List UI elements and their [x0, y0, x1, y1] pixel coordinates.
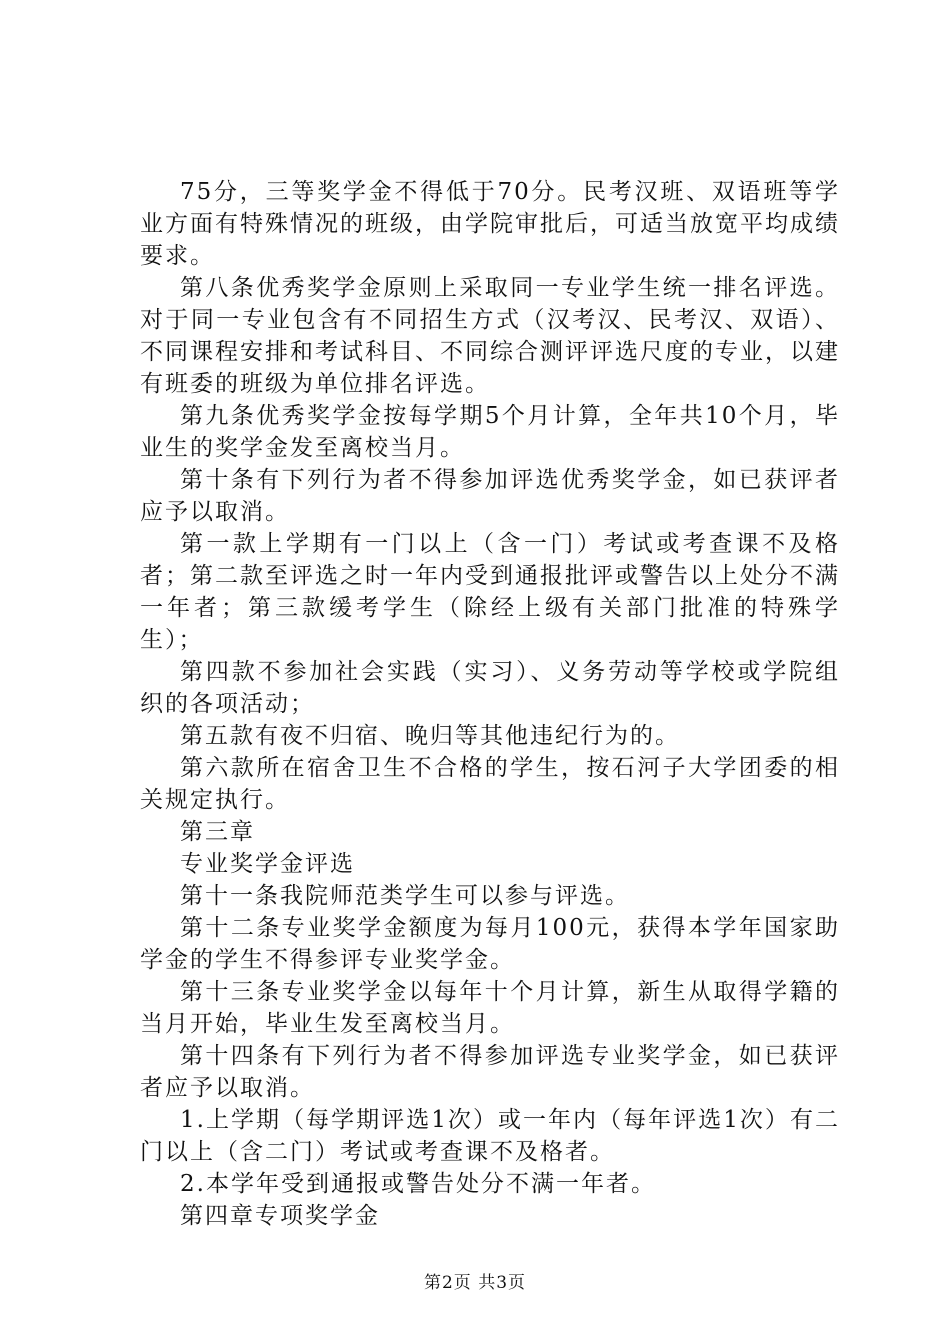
- paragraph-article-12: 第十二条专业奖学金额度为每月100元，获得本学年国家助学金的学生不得参评专业奖学金。: [140, 915, 840, 973]
- paragraph-article-9: 第九条优秀奖学金按每学期5个月计算，全年共10个月，毕业生的奖学金发至离校当月。: [140, 403, 840, 461]
- document-body: [140, 176, 840, 1232]
- paragraph-article-8: 第八条优秀奖学金原则上采取同一专业学生统一排名评选。对于同一专业包含有不同招生方式（汉考汉、民考汉、双语）、不同课程安排和考试科目、不同综合测评评选尺度的专业，以建有班委的班级为单位排名评选。: [140, 275, 840, 397]
- chapter-3-title: 专业奖学金评选: [180, 851, 355, 877]
- chapter-3-heading: 第三章: [180, 819, 255, 845]
- paragraph-article-14: 第十四条有下列行为者不得参加评选专业奖学金，如已获评者应予以取消。: [140, 1043, 840, 1101]
- paragraph-article-11: 第十一条我院师范类学生可以参与评选。: [180, 883, 630, 909]
- list-item-1: 1.上学期（每学期评选1次）或一年内（每年评选1次）有二门以上（含二门）考试或考查课不及格者。: [140, 1107, 840, 1165]
- paragraph-article-13: 第十三条专业奖学金以每年十个月计算，新生从取得学籍的当月开始，毕业生发至离校当月。: [140, 979, 840, 1037]
- paragraph-clause-5: 第五款有夜不归宿、晚归等其他违纪行为的。: [180, 723, 680, 749]
- paragraph-article-10: 第十条有下列行为者不得参加评选优秀奖学金，如已获评者应予以取消。: [140, 467, 840, 525]
- page-number-footer: 第2页 共3页: [423, 1273, 527, 1293]
- chapter-4-heading: 第四章专项奖学金: [180, 1203, 380, 1229]
- paragraph-clause-4: 第四款不参加社会实践（实习）、义务劳动等学校或学院组织的各项活动；: [140, 659, 840, 717]
- paragraph-award-threshold: 75分，三等奖学金不得低于70分。民考汉班、双语班等学业方面有特殊情况的班级，由学院审批后，可适当放宽平均成绩要求。: [140, 179, 840, 269]
- paragraph-clause-6: 第六款所在宿舍卫生不合格的学生，按石河子大学团委的相关规定执行。: [140, 755, 840, 813]
- paragraph-clauses-1-3: 第一款上学期有一门以上（含一门）考试或考查课不及格者；第二款至评选之时一年内受到通报批评或警告以上处分不满一年者；第三款缓考学生（除经上级有关部门批准的特殊学生）；: [140, 531, 840, 653]
- list-item-2: 2.本学年受到通报或警告处分不满一年者。: [180, 1171, 656, 1197]
